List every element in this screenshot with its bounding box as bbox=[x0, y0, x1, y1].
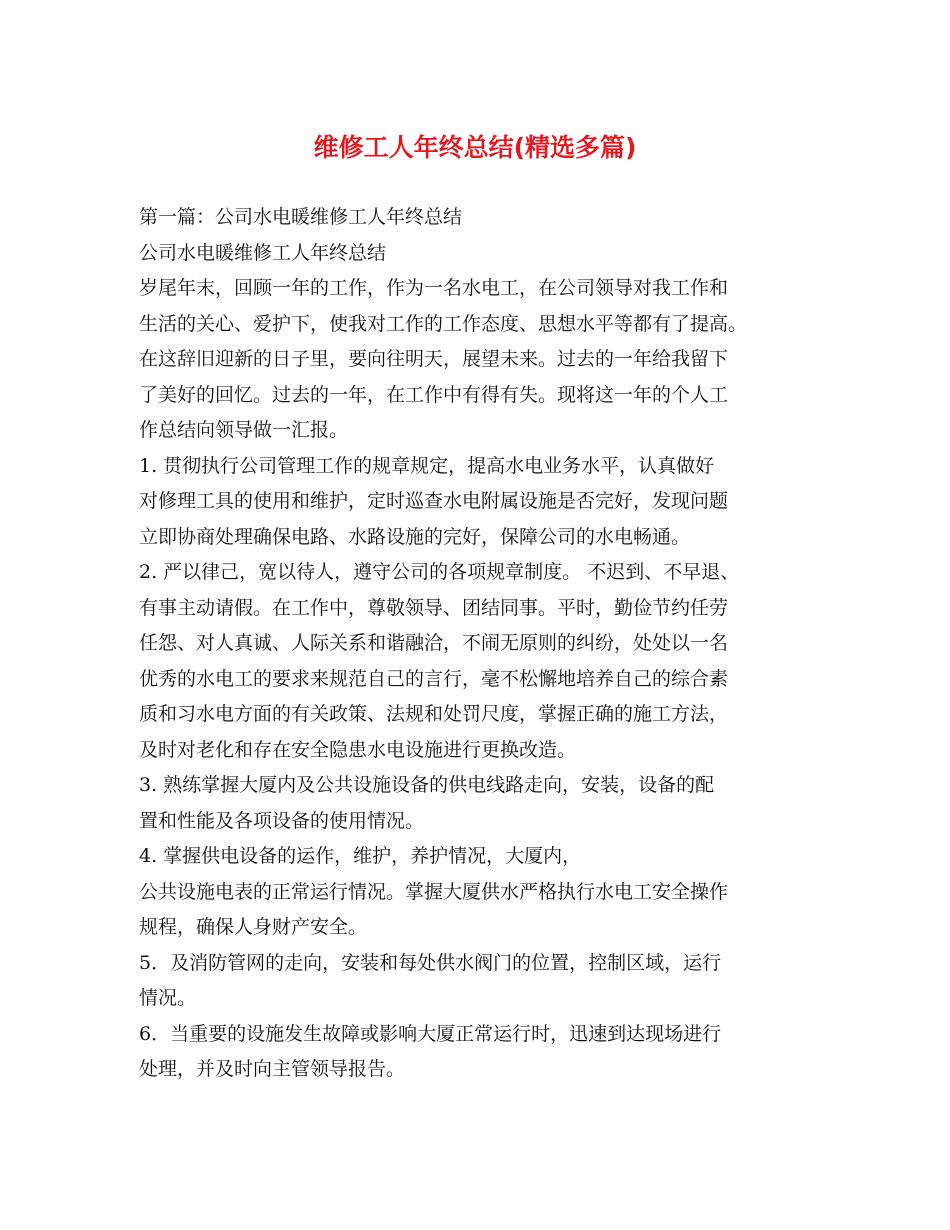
text-line: 公司水电暖维修工人年终总结 bbox=[139, 241, 387, 264]
text-line: 质和习水电方面的有关政策、法规和处罚尺度，掌握正确的施工方法， bbox=[139, 703, 729, 725]
text-line: 4. 掌握供电设备的运作，维护，养护情况，大厦内， bbox=[139, 845, 582, 867]
text-line: 置和性能及各项设备的使用情况。 bbox=[139, 809, 425, 832]
text-line: 生活的关心、爱护下，使我对工作的工作态度、思想水平等都有了提高。 bbox=[139, 312, 748, 335]
document-body bbox=[139, 200, 829, 1088]
text-line: 公共设施电表的正常运行情况。掌握大厦供水严格执行水电工安全操作 bbox=[139, 880, 729, 903]
text-line: 处理，并及时向主管领导报告。 bbox=[139, 1058, 406, 1080]
text-line: 规程，确保人身财产安全。 bbox=[139, 916, 368, 938]
text-line: 1. 贯彻执行公司管理工作的规章规定，提高水电业务水平，认真做好 bbox=[139, 454, 715, 477]
text-line: 2. 严以律己，宽以待人，遵守公司的各项规章制度。 不迟到、不早退、 bbox=[139, 561, 740, 583]
text-line: 作总结向领导做一汇报。 bbox=[139, 419, 349, 441]
document-title: 维修工人年终总结(精选多篇) bbox=[313, 133, 637, 162]
text-line: 对修理工具的使用和维护，定时巡查水电附属设施是否完好，发现问题 bbox=[139, 490, 729, 512]
text-line: 立即协商处理确保电路、水路设施的完好，保障公司的水电畅通。 bbox=[139, 525, 691, 548]
text-line: 了美好的回忆。过去的一年，在工作中有得有失。现将这一年的个人工 bbox=[139, 383, 729, 406]
text-line: 3. 熟练掌握大厦内及公共设施设备的供电线路走向，安装，设备的配 bbox=[139, 774, 715, 796]
text-line: 优秀的水电工的要求来规范自己的言行，毫不松懈地培养自己的综合素 bbox=[139, 667, 729, 690]
text-line: 5．及消防管网的走向，安装和每处供水阀门的位置，控制区域，运行 bbox=[139, 951, 722, 974]
text-line: 第一篇：公司水电暖维修工人年终总结 bbox=[139, 206, 463, 228]
text-line: 任怨、对人真诚、人际关系和谐融洽，不闹无原则的纠纷，处处以一名 bbox=[139, 632, 729, 654]
text-line: 6．当重要的设施发生故障或影响大厦正常运行时，迅速到达现场进行 bbox=[139, 1022, 722, 1045]
text-line: 岁尾年末，回顾一年的工作，作为一名水电工，在公司领导对我工作和 bbox=[139, 277, 729, 299]
text-line: 有事主动请假。在工作中，尊敬领导、团结同事。平时，勤俭节约任劳 bbox=[139, 596, 729, 619]
text-line: 情况。 bbox=[139, 987, 197, 1009]
text-line: 及时对老化和存在安全隐患水电设施进行更换改造。 bbox=[139, 738, 577, 761]
text-line: 在这辞旧迎新的日子里，要向往明天，展望未来。过去的一年给我留下 bbox=[139, 348, 729, 370]
